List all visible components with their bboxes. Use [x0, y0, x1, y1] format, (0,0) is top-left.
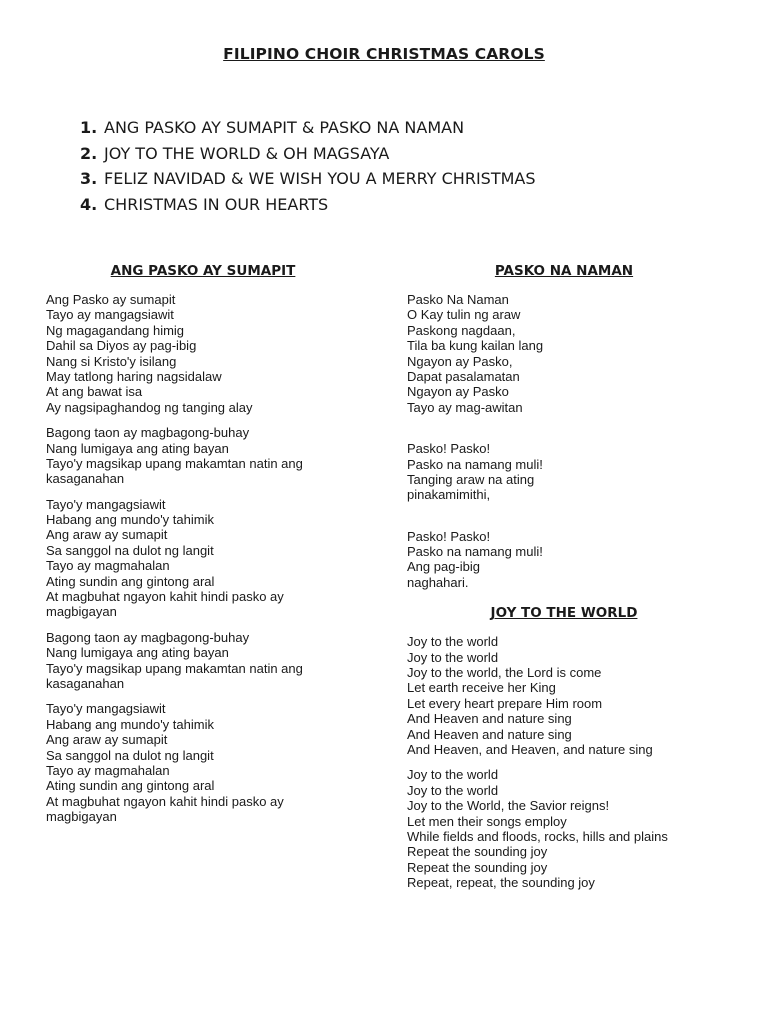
stanza — [46, 292, 366, 415]
contents-item — [80, 166, 536, 192]
lyric-line: magbigayan — [46, 604, 117, 620]
lyric-line: May tatlong haring nagsidalaw — [46, 368, 222, 384]
stanza — [46, 630, 366, 692]
lyric-line: Ang Pasko ay sumapit — [46, 292, 176, 307]
contents-item — [80, 141, 536, 167]
lyric-line: Tayo ay magmahalan — [46, 762, 170, 778]
lyric-line: Pasko! Pasko! — [407, 441, 491, 457]
stanza — [46, 425, 366, 487]
right-column — [407, 262, 727, 901]
lyric-line: Tila ba kung kailan lang — [407, 338, 544, 354]
lyric-line: Nang lumigaya ang ating bayan — [46, 645, 229, 661]
lyric-line: Pasko na namang muli! — [407, 456, 543, 472]
song-title-joy-to-the-world: JOY TO THE WORLD — [490, 605, 638, 622]
lyric-line: Tayo ay mangagsiawit — [46, 307, 174, 323]
lyric-line: Ang araw ay sumapit — [46, 732, 168, 748]
lyric-line: Joy to the world — [407, 649, 499, 665]
document-title: FILIPINO CHOIR CHRISTMAS CAROLS — [223, 45, 545, 63]
contents-number: 1. — [80, 118, 98, 137]
lyric-line: Joy to the World, the Savior reigns! — [407, 798, 610, 814]
lyric-line: Habang ang mundo'y tahimik — [46, 716, 214, 732]
contents-number: 2. — [80, 143, 98, 163]
contents-item — [80, 192, 536, 218]
lyric-line: Nang si Kristo'y isilang — [46, 353, 177, 369]
stanza — [46, 497, 366, 620]
lyric-line: Joy to the world — [407, 634, 499, 650]
song-title-pasko-na-naman: PASKO NA NAMAN — [494, 263, 634, 279]
lyric-line: Repeat the sounding joy — [407, 844, 548, 860]
contents-title: FELIZ NAVIDAD & WE WISH YOU A MERRY CHRISTMAS — [104, 169, 536, 189]
lyric-line: Sa sanggol na dulot ng langit — [46, 542, 214, 558]
song-title-ang-pasko: ANG PASKO AY SUMAPIT — [110, 263, 296, 279]
lyric-line: Ating sundin ang gintong aral — [46, 573, 215, 589]
lyric-line: pinakamimithi, — [407, 487, 491, 503]
lyric-line: Ang araw ay sumapit — [46, 527, 168, 543]
lyric-line: kasaganahan — [46, 675, 125, 691]
contents-title: CHRISTMAS IN OUR HEARTS — [104, 195, 329, 215]
lyric-line: Joy to the world — [407, 767, 499, 783]
lyric-line: kasaganahan — [46, 471, 125, 487]
stanza — [407, 634, 727, 757]
left-column — [46, 262, 366, 835]
lyric-line: Nang lumigaya ang ating bayan — [46, 440, 229, 456]
lyric-line: naghahari. — [407, 574, 469, 590]
lyric-line: At magbuhat ngayon kahit hindi pasko ay — [46, 589, 284, 605]
stanza — [407, 441, 727, 503]
contents-number: 3. — [80, 169, 98, 189]
lyric-line: Ay nagsipaghandog ng tanging alay — [46, 399, 253, 415]
lyric-line: While fields and floods, rocks, hills and plains — [407, 828, 668, 844]
stanza — [407, 767, 727, 890]
lyric-line: Repeat, repeat, the sounding joy — [407, 875, 595, 891]
lyric-line: Repeat the sounding joy — [407, 859, 548, 875]
lyric-line: Let men their songs employ — [407, 813, 567, 829]
lyric-line: Ngayon ay Pasko, — [407, 353, 513, 369]
lyric-line: Let every heart prepare Him room — [407, 695, 603, 711]
lyric-line: Sa sanggol na dulot ng langit — [46, 747, 214, 763]
lyric-line: Bagong taon ay magbagong-buhay — [46, 425, 250, 441]
lyric-line: Tayo'y magsikap upang makamtan natin ang — [46, 660, 303, 676]
contents-title: JOY TO THE WORLD & OH MAGSAYA — [104, 143, 390, 163]
lyric-line: Joy to the world, the Lord is come — [407, 665, 602, 681]
lyric-line: Pasko Na Naman — [407, 292, 509, 307]
lyric-line: Tayo ay magmahalan — [46, 558, 170, 574]
lyric-line: And Heaven, and Heaven, and nature sing — [407, 741, 653, 757]
contents-item — [80, 115, 536, 141]
lyric-line: Ng magagandang himig — [46, 322, 185, 338]
lyric-line: Tanging araw na ating — [407, 471, 535, 487]
lyric-line: Joy to the world — [407, 782, 499, 798]
lyric-line: Bagong taon ay magbagong-buhay — [46, 629, 250, 645]
lyric-line: Paskong nagdaan, — [407, 322, 516, 338]
lyric-line: At ang bawat isa — [46, 384, 143, 400]
lyric-line: Dapat pasalamatan — [407, 368, 520, 384]
contents-number: 4. — [80, 195, 98, 215]
lyric-line: Ang pag-ibig — [407, 559, 480, 575]
lyric-line: Tayo ay mag-awitan — [407, 399, 523, 415]
contents-list — [80, 115, 536, 218]
lyric-line: Pasko na namang muli! — [407, 544, 543, 560]
lyric-line: Dahil sa Diyos ay pag-ibig — [46, 338, 197, 354]
lyric-line: And Heaven and nature sing — [407, 711, 572, 727]
lyric-line: Ngayon ay Pasko — [407, 384, 509, 400]
lyric-line: Ating sundin ang gintong aral — [46, 778, 215, 794]
lyric-line: Let earth receive her King — [407, 680, 556, 696]
lyric-line: magbigayan — [46, 809, 117, 825]
lyric-line: Pasko! Pasko! — [407, 528, 491, 544]
lyric-line: And Heaven and nature sing — [407, 726, 572, 742]
stanza — [407, 292, 727, 415]
stanza — [46, 701, 366, 824]
lyric-line: O Kay tulin ng araw — [407, 307, 521, 323]
lyric-line: Habang ang mundo'y tahimik — [46, 512, 214, 528]
stanza — [407, 529, 727, 591]
lyric-line: Tayo'y mangagsiawit — [46, 496, 166, 512]
contents-title: ANG PASKO AY SUMAPIT & PASKO NA NAMAN — [104, 118, 465, 137]
lyric-line: Tayo'y magsikap upang makamtan natin ang — [46, 455, 303, 471]
lyric-line: Tayo'y mangagsiawit — [46, 701, 166, 717]
lyric-line: At magbuhat ngayon kahit hindi pasko ay — [46, 793, 284, 809]
